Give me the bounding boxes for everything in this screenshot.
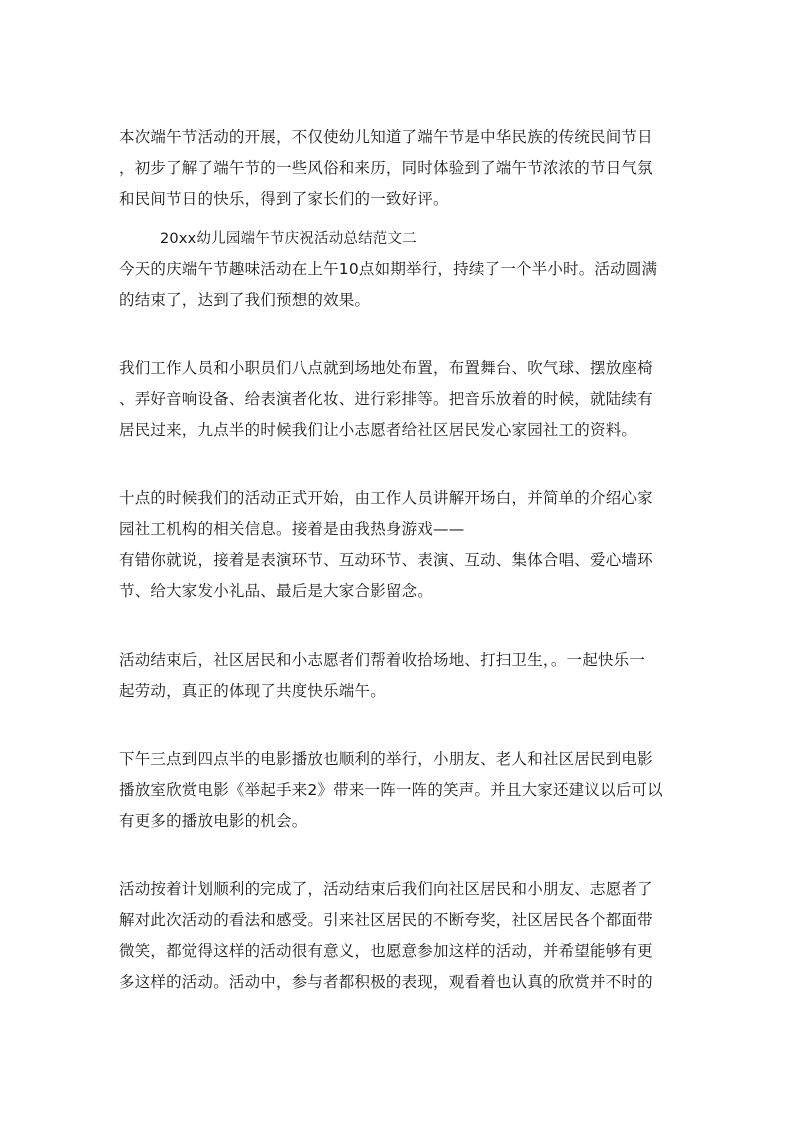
text-line: 播放室欣赏电影《举起手来2》带来一阵一阵的笑声。并且大家还建议以后可以 [119,781,663,799]
text-line: 、弄好音响设备、给表演者化妆、进行彩排等。把音乐放着的时候，就陆续有 [119,390,653,408]
text-line: 居民过来，九点半的时候我们让小志愿者给社区居民发心家园社工的资料。 [119,421,638,439]
text-line: 十点的时候我们的活动正式开始，由工作人员讲解开场白，并简单的介绍心家 [119,489,653,507]
section-title: 20xx幼儿园端午节庆祝活动总结范文二 [160,231,417,247]
text-line: 活动按着计划顺利的完成了，活动结束后我们向社区居民和小朋友、志愿者了 [119,880,653,898]
text-line: 有更多的播放电影的机会。 [119,812,308,830]
text-line: 我们工作人员和小职员们八点就到场地处布置，布置舞台、吹气球、摆放座椅 [119,359,653,377]
text-line: 节、给大家发小礼品、最后是大家合影留念。 [119,582,434,600]
text-line: 活动结束后，社区居民和小志愿者们帮着收拾场地、打扫卫生，。一起快乐一 [119,651,646,669]
text-line: 的结束了，达到了我们预想的效果。 [119,291,371,309]
text-line: 起劳动，真正的体现了共度快乐端午。 [119,682,386,700]
text-line: ，初步了解了端午节的一些风俗和来历，同时体验到了端午节浓浓的节日气氛 [119,159,653,177]
text-line: 多这样的活动。活动中，参与者都积极的表现，观看着也认真的欣赏并不时的 [119,973,653,991]
text-line: 有错你就说，接着是表演环节、互动环节、表演、互动、集体合唱、爱心墙环 [119,551,653,569]
text-line: 微笑，都觉得这样的活动很有意义，也愿意参加这样的活动，并希望能够有更 [119,942,653,960]
text-line: 园社工机构的相关信息。接着是由我热身游戏—— [119,520,465,538]
text-line: 本次端午节活动的开展，不仅使幼儿知道了端午节是中华民族的传统民间节日 [119,128,653,146]
text-line: 解对此次活动的看法和感受。引来社区居民的不断夸奖，社区居民各个都面带 [119,911,653,929]
text-line: 和民间节日的快乐，得到了家长们的一致好评。 [119,190,449,208]
text-line: 今天的庆端午节趣味活动在上午10点如期举行，持续了一个半小时。活动圆满 [119,260,658,278]
text-line: 下午三点到四点半的电影播放也顺利的举行，小朋友、老人和社区居民到电影 [119,750,653,768]
